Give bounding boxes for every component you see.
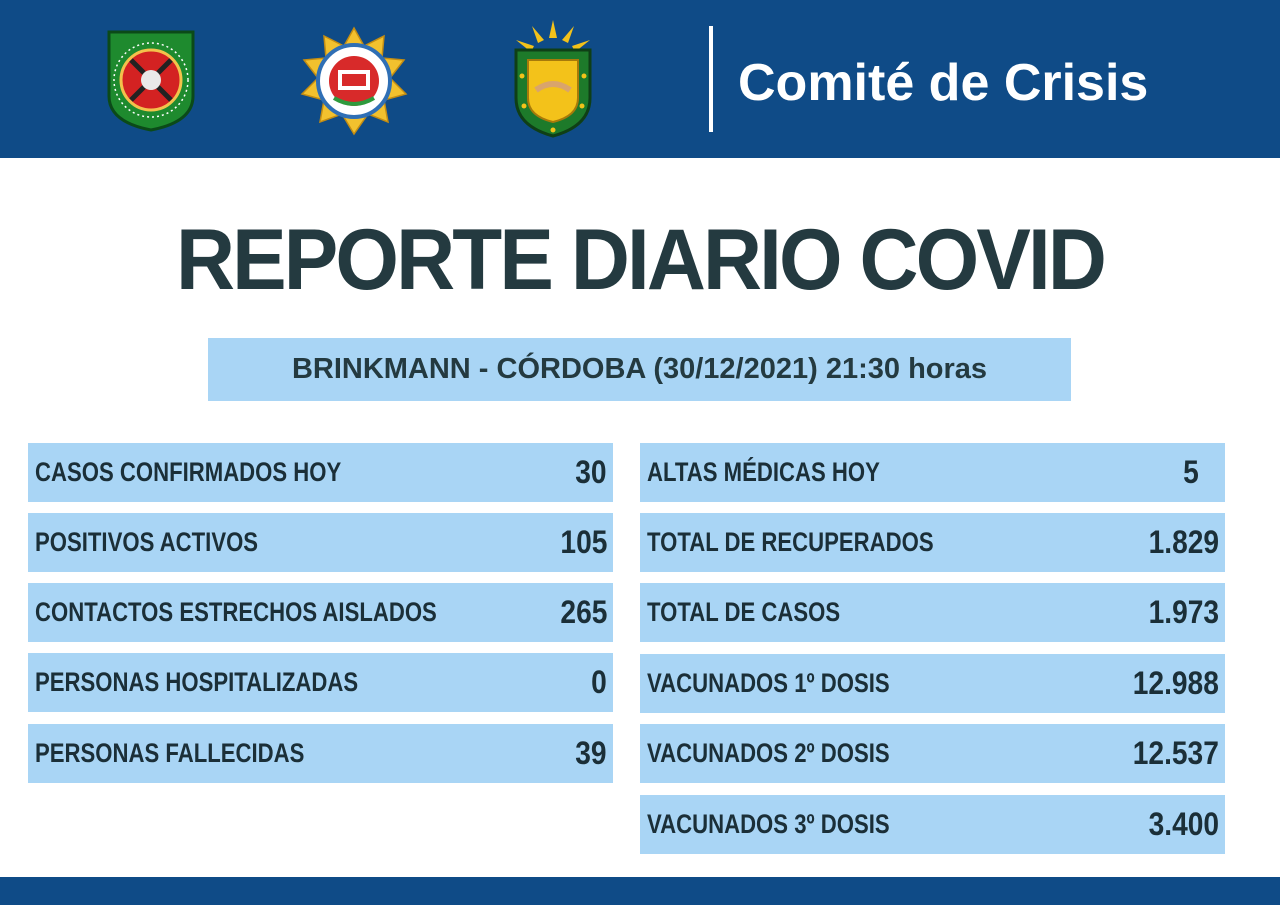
stat-row-vacunados-3-dosis [640,795,1225,854]
stat-row-vacunados-2-dosis [640,724,1225,783]
policia-cordoba-logo [298,26,410,136]
bomberos-voluntarios-logo [106,30,196,132]
stat-value: 0 [591,664,607,700]
stat-label: PERSONAS HOSPITALIZADAS [35,667,359,697]
stat-value: 1.829 [1148,524,1219,560]
stat-row-total-casos [640,583,1225,642]
stat-label: ALTAS MÉDICAS HOY [647,457,880,487]
stat-label: CASOS CONFIRMADOS HOY [35,457,342,487]
stat-row-personas-hospitalizadas [28,653,613,712]
stat-row-total-recuperados [640,513,1225,572]
stat-value: 30 [575,454,607,490]
stat-row-personas-fallecidas [28,724,613,783]
stat-label: VACUNADOS 2º DOSIS [647,738,890,768]
stat-value: 265 [560,594,607,630]
stat-value: 5 [1183,454,1199,490]
municipal-shield-logo [512,20,594,138]
stat-value: 12.537 [1132,735,1219,771]
report-subtitle [208,338,1071,401]
stat-label: PERSONAS FALLECIDAS [35,738,305,768]
stat-row-contactos-estrechos [28,583,613,642]
footer-bar [0,877,1280,905]
stat-row-positivos-activos [28,513,613,572]
stat-row-casos-confirmados-hoy [28,443,613,502]
stat-row-altas-medicas-hoy [640,443,1225,502]
report-title: REPORTE DIARIO COVID [175,212,1105,308]
stat-label: TOTAL DE CASOS [647,597,841,627]
stat-label: POSITIVOS ACTIVOS [35,527,259,557]
stat-value: 1.973 [1148,594,1219,630]
stat-value: 105 [560,524,607,560]
report-subtitle-text: BRINKMANN - CÓRDOBA (30/12/2021) 21:30 horas [291,353,988,385]
header-divider [709,26,713,132]
stat-row-vacunados-1-dosis [640,654,1225,713]
stat-value: 12.988 [1132,665,1219,701]
stat-value: 3.400 [1148,806,1219,842]
stat-label: VACUNADOS 3º DOSIS [647,809,890,839]
stat-label: CONTACTOS ESTRECHOS AISLADOS [35,597,437,627]
header-bar [0,0,1280,158]
committee-title: Comité de Crisis [738,54,1149,112]
stat-label: VACUNADOS 1º DOSIS [647,668,890,698]
stat-label: TOTAL DE RECUPERADOS [647,527,934,557]
stat-value: 39 [575,735,607,771]
